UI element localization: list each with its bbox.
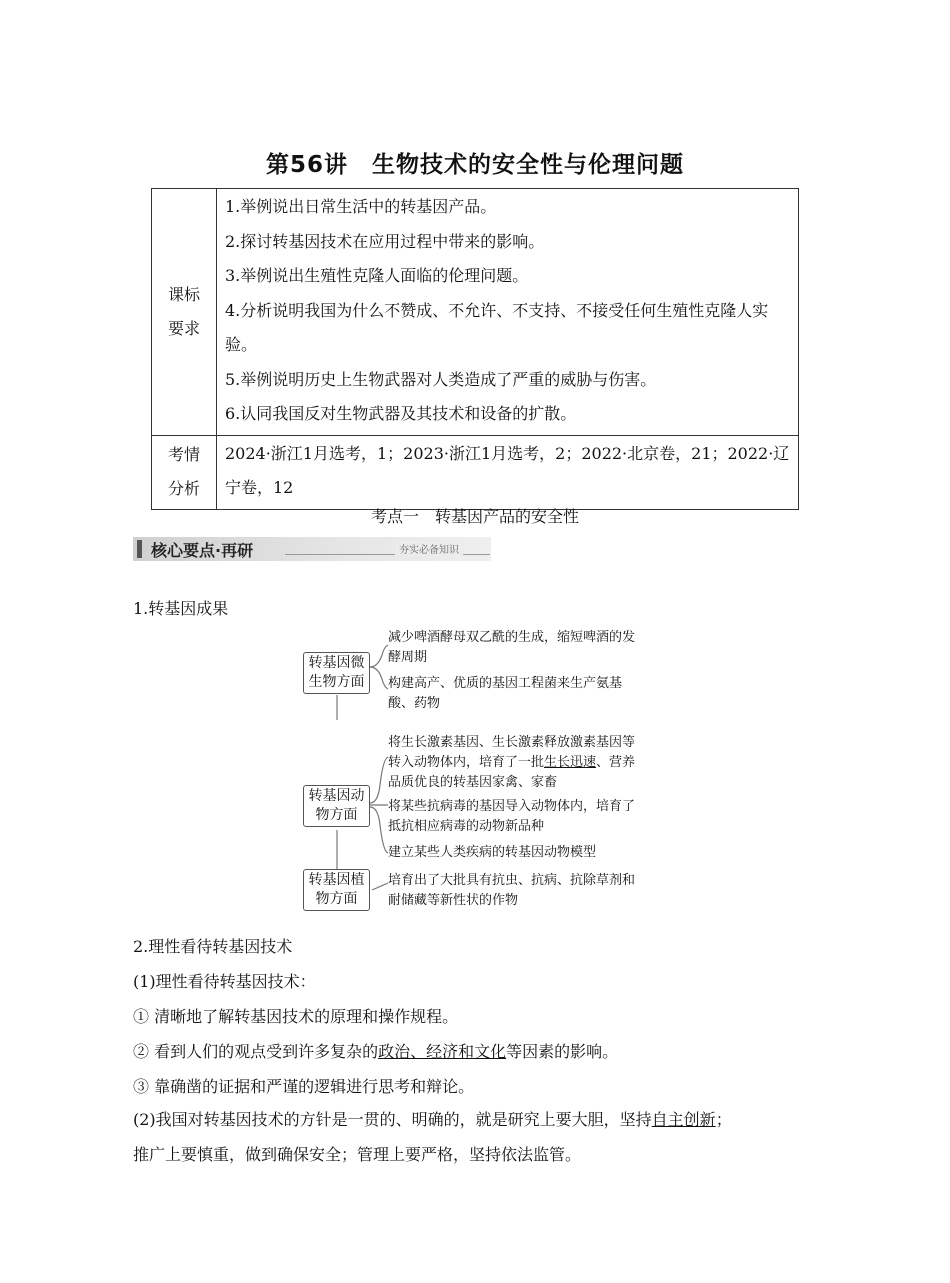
animal-node: 转基因动物方面 [303,785,370,827]
page-title: 第56讲 生物技术的安全性与伦理问题 [265,152,684,178]
mindmap [300,625,660,915]
requirement-item: 6.认同我国反对生物武器及其技术和设备的扩散。 [225,404,577,423]
paragraph: (2)我国对转基因技术的方针是一贯的、明确的，就是研究上要大胆，坚持自主创新； [133,1110,732,1129]
plant-node: 转基因植物方面 [303,869,370,911]
banner-title: 核心要点·再研 [151,541,254,560]
micro-node: 转基因微生物方面 [303,652,370,694]
animal-leaf: 建立某些人类疾病的转基因动物模型 [388,845,597,860]
list-item: ① 清晰地了解转基因技术的原理和操作规程。 [133,1007,459,1026]
requirements-table [151,188,799,510]
section-heading: 2.理性看待转基因技术 [133,937,293,956]
paragraph: (1)理性看待转基因技术： [133,972,316,991]
list-item: ③ 靠确凿的证据和严谨的逻辑进行思考和辩论。 [133,1077,475,1096]
requirements-label: 课标 要求 [152,189,217,436]
requirement-item: 2.探讨转基因技术在应用过程中带来的影响。 [225,231,545,251]
requirement-item: 5.举例说明历史上生物武器对人类造成了严重的威胁与伤害。 [225,369,657,389]
requirement-item: 4.分析说明我国为什么不赞成、不允许、不支持、不接受任何生殖性克隆人实验。 [225,300,769,354]
animal-leaf: 将某些抗病毒的基因导入动物体内，培育了抵抗相应病毒的动物新品种 [388,799,636,834]
analysis-label: 考情 分析 [152,435,217,509]
requirement-item: 3.举例说出生殖性克隆人面临的伦理问题。 [225,266,529,285]
requirement-item: 1.举例说出日常生活中的转基因产品。 [225,197,497,216]
plant-leaf: 培育出了大批具有抗虫、抗病、抗除草剂和耐储藏等新性状的作物 [388,873,636,908]
banner-subtitle: 夯实必备知识 [395,541,463,556]
analysis-text: 2024·浙江1月选考，1；2023·浙江1月选考，2；2022·北京卷，21；2022·辽宁卷，12 [217,435,799,509]
section-heading: 1.转基因成果 [133,599,229,618]
micro-leaf: 构建高产、优质的基因工程菌来生产氨基酸、药物 [388,676,623,711]
micro-leaf: 减少啤酒酵母双乙酰的生成，缩短啤酒的发酵周期 [388,630,636,665]
requirements-list [217,189,799,436]
paragraph: 推广上要慎重，做到确保安全；管理上要严格，坚持依法监管。 [133,1145,582,1164]
banner-bar [137,540,142,558]
animal-leaf: 将生长激素基因、生长激素释放激素基因等转入动物体内，培育了一批生长迅速、营养品质优良的转基因家禽、家畜 [388,735,636,790]
core-points-banner [133,537,491,561]
list-item: ② 看到人们的观点受到许多复杂的政治、经济和文化等因素的影响。 [133,1042,619,1061]
section-subtitle: 考点一 转基因产品的安全性 [370,507,579,526]
